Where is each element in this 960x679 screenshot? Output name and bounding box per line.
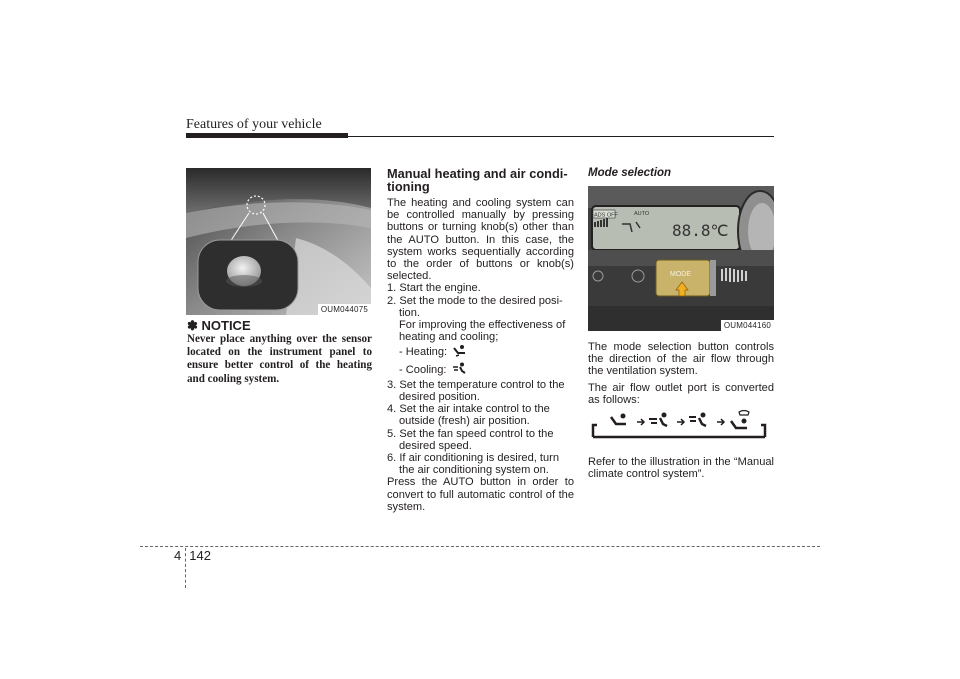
paragraph: Refer to the illustration in the “Manual climate control system”. bbox=[588, 456, 774, 481]
cooling-label: - Cooling: bbox=[399, 363, 447, 376]
bi-level-mode-icon bbox=[649, 413, 667, 427]
temp-readout: 88.8℃ bbox=[672, 221, 729, 240]
floor-mode-icon bbox=[452, 344, 468, 360]
floor-mode-icon bbox=[611, 414, 626, 425]
climate-panel-illustration bbox=[588, 186, 774, 331]
paragraph: Press the AUTO button in order to convert to full automatic control of the system. bbox=[387, 476, 574, 513]
header-rule-thin bbox=[348, 136, 774, 137]
paragraph: The heating and cooling system can be controlled manually by pressing buttons or turning knob(s) other than the AUTO button. In this case, the system works sequentially according to the order of buttons or knob(s) selected. bbox=[387, 197, 574, 283]
list-item: 1. Start the engine. bbox=[387, 282, 481, 295]
sensor-photo-illustration bbox=[186, 168, 371, 315]
arrow-right-icon bbox=[677, 419, 684, 425]
manual-section bbox=[387, 167, 574, 513]
mode-section-title: Mode selection bbox=[588, 167, 672, 179]
floor-defrost-mode-icon bbox=[731, 411, 749, 429]
notice-body: Never place anything over the sensor located on the instrument panel to ensure better control of the heating and cooling system. bbox=[187, 333, 372, 385]
step-note: For improving the effectiveness of heating and cooling; bbox=[399, 319, 566, 344]
section-title: Manual heating and air condi-tioning bbox=[387, 166, 568, 194]
bracket-right bbox=[761, 425, 765, 437]
mode-section-body bbox=[588, 341, 774, 406]
header-rule-thick bbox=[186, 133, 348, 138]
list-item: 5. Set the fan speed control to the desired speed. bbox=[387, 427, 554, 452]
paragraph: The mode selection button controls the direction of the air flow through the ventilation system. bbox=[588, 341, 774, 378]
page-number-value: 142 bbox=[189, 548, 211, 563]
notice-title: ✽ NOTICE bbox=[187, 318, 251, 333]
mode-button-label: MODE bbox=[670, 271, 691, 278]
paragraph: The air flow outlet port is converted as follows: bbox=[588, 381, 774, 406]
arrow-right-icon bbox=[637, 419, 644, 425]
list-item: 2. Set the mode to the desired posi-tion. bbox=[387, 294, 563, 319]
steps-list bbox=[387, 282, 574, 319]
page-number bbox=[174, 548, 211, 563]
heating-row bbox=[387, 344, 574, 360]
face-mode-icon bbox=[451, 362, 467, 378]
list-item: 6. If air conditioning is desired, turn the air conditioning system on. bbox=[387, 452, 560, 477]
list-item: 4. Set the air intake control to the outside (fresh) air position. bbox=[387, 403, 550, 428]
steps-list-continued bbox=[387, 379, 574, 477]
chapter-number: 4 bbox=[174, 548, 182, 563]
figure-caption: OUM044160 bbox=[721, 320, 774, 331]
face-mode-icon bbox=[689, 413, 706, 427]
auto-label: AUTO bbox=[634, 211, 650, 217]
footer-rule bbox=[140, 546, 820, 547]
list-item: 3. Set the temperature control to the desired position. bbox=[387, 378, 565, 404]
page-header-title: Features of your vehicle bbox=[186, 117, 322, 132]
arrow-right-icon bbox=[717, 419, 724, 425]
airflow-sequence-diagram bbox=[589, 409, 769, 439]
bracket-left bbox=[593, 425, 597, 437]
cooling-row bbox=[387, 362, 574, 378]
ads-label: ADS OFF bbox=[594, 212, 618, 219]
climate-panel-photo bbox=[588, 186, 774, 331]
sensor-photo bbox=[186, 168, 371, 315]
figure-caption: OUM044075 bbox=[318, 304, 371, 315]
heating-label: - Heating: bbox=[399, 346, 448, 359]
mode-section-footer bbox=[588, 456, 774, 480]
